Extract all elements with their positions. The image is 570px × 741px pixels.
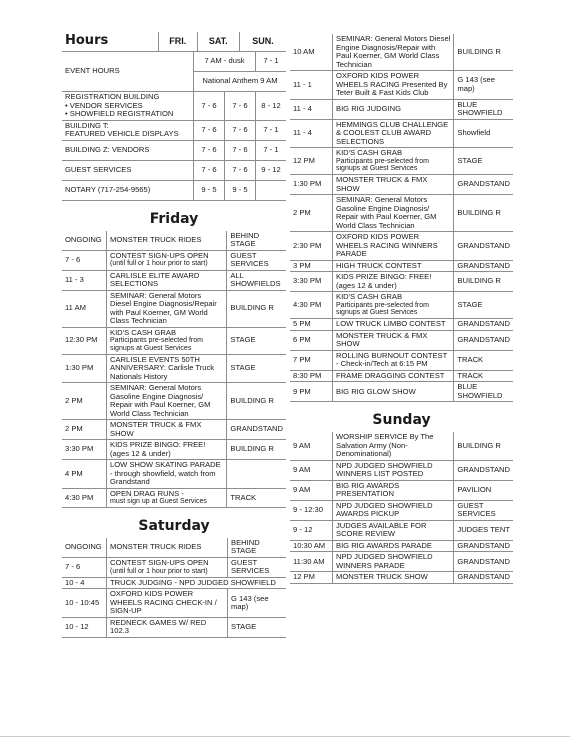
event-location: GRANDSTAND <box>454 260 513 272</box>
event-location: G 143 (see map) <box>454 71 513 100</box>
schedule-row <box>62 557 286 577</box>
event-name <box>107 231 227 251</box>
event-name <box>333 370 454 382</box>
event-title: OXFORD KIDS POWER WHEELS RACING Presented By Teter Built & Fast Kids Club <box>336 71 448 97</box>
event-location: PAVILION <box>454 480 513 500</box>
event-name <box>107 383 227 420</box>
schedule-row <box>62 383 286 420</box>
event-time: 11 AM <box>62 290 107 327</box>
hours-label-text: BUILDING Z: VENDORS <box>65 144 150 154</box>
event-name <box>333 382 454 402</box>
event-location: TRACK <box>227 488 286 507</box>
event-time: 7 PM <box>290 350 333 370</box>
schedule-row <box>290 540 513 552</box>
event-time: 6 PM <box>290 330 333 350</box>
schedule-row <box>62 440 286 460</box>
schedule-row <box>62 589 286 618</box>
schedule-row <box>290 292 513 319</box>
schedule-row <box>290 520 513 540</box>
event-title: MONSTER TRUCK & FMX SHOW <box>110 420 202 438</box>
schedule-row <box>290 382 513 402</box>
event-time: 11:30 AM <box>290 552 333 572</box>
hours-cell: 7 - 6 <box>194 140 225 160</box>
event-location: BUILDING R <box>227 440 286 460</box>
saturday-table <box>62 538 286 638</box>
day-fri: FRI. <box>158 32 197 52</box>
hours-cell: 7 - 6 <box>225 140 256 160</box>
hours-label-text: BUILDING T: <box>65 120 109 130</box>
hours-label-subline: • SHOWFIELD REGISTRATION <box>65 109 174 118</box>
event-location: GRANDSTAND <box>454 175 513 195</box>
day-sun: SUN. <box>239 32 286 52</box>
schedule-row <box>290 148 513 175</box>
event-time: 9 - 12:30 <box>290 500 333 520</box>
schedule-row <box>290 195 513 232</box>
schedule-row <box>290 500 513 520</box>
event-time: ONGOING <box>62 538 107 558</box>
event-time: 4 PM <box>62 460 107 489</box>
schedule-row <box>62 327 286 354</box>
national-anthem: National Anthem 9 AM <box>202 76 278 86</box>
event-name <box>333 480 454 500</box>
event-title: MONSTER TRUCK & FMX SHOW <box>336 175 428 193</box>
schedule-row <box>290 432 513 460</box>
hours-cell <box>256 180 287 200</box>
schedule-row <box>62 420 286 440</box>
event-location: BEHIND STAGE <box>228 538 287 558</box>
event-time: 4:30 PM <box>62 488 107 507</box>
hours-label <box>62 180 194 200</box>
hours-title: Hours <box>62 32 158 52</box>
event-title: NPD JUDGED SHOWFIELD WINNERS LIST POSTED <box>336 460 433 479</box>
event-location: TRACK <box>454 350 513 370</box>
event-title: BIG RIG AWARDS PARADE <box>336 540 432 550</box>
event-name <box>107 589 228 618</box>
hours-label <box>62 120 194 140</box>
event-time: 12:30 PM <box>62 327 107 354</box>
event-time: 12 PM <box>290 572 333 584</box>
event-title: HIGH TRUCK CONTEST <box>336 260 422 270</box>
event-time: 7 - 6 <box>62 557 107 577</box>
hours-cell: 7 - 6 <box>194 120 225 140</box>
schedule-row <box>290 119 513 148</box>
hours-cell: 8 - 12 <box>256 92 287 121</box>
event-title: KID'S CASH GRAB <box>336 292 403 302</box>
schedule-row <box>290 552 513 572</box>
saturday-title: Saturday <box>138 517 210 534</box>
hours-cell: 7 AM - dusk <box>194 52 256 72</box>
event-title: KIDS PRIZE BINGO: FREE! (ages 12 & under) <box>336 272 432 290</box>
event-time: 3 PM <box>290 260 333 272</box>
event-name <box>333 319 454 331</box>
event-title: SEMINAR: General Motors Diesel Engine Diagnosis/Repair with Paul Koerner, GM World Class Technician <box>110 290 217 325</box>
event-title: BIG RIG GLOW SHOW <box>336 386 416 396</box>
event-location: GRANDSTAND <box>227 420 286 440</box>
event-location: Showfield <box>454 119 513 148</box>
event-subtitle: Participants pre-selected from signups at Guest Services <box>110 337 203 352</box>
event-time: 2 PM <box>62 383 107 420</box>
event-time: 5 PM <box>290 319 333 331</box>
event-time: 11 - 1 <box>290 71 333 100</box>
hours-row <box>62 92 286 121</box>
event-time: 10 - 10:45 <box>62 589 107 618</box>
event-time: 2 PM <box>62 420 107 440</box>
event-title: CONTEST SIGN-UPS OPEN <box>110 250 209 260</box>
event-location: BLUE SHOWFIELD <box>454 382 513 402</box>
hours-row <box>62 140 286 160</box>
event-location: GRANDSTAND <box>454 540 513 552</box>
schedule-row <box>62 538 286 558</box>
event-location: STAGE <box>454 148 513 175</box>
event-title: ROLLING BURNOUT CONTEST - Check-in/Tech at 6:15 PM <box>336 350 448 369</box>
event-name <box>107 270 227 290</box>
hours-label-text: NOTARY (717-254-9565) <box>65 184 151 194</box>
hours-label <box>62 160 194 180</box>
event-name <box>333 500 454 520</box>
event-name <box>333 460 454 480</box>
event-time: 1:30 PM <box>290 175 333 195</box>
event-title: BIG RIG AWARDS PRESENTATION <box>336 480 400 499</box>
hours-cell: 7 - 6 <box>194 160 225 180</box>
schedule-row <box>290 175 513 195</box>
event-location: BLUE SHOWFIELD <box>454 99 513 119</box>
event-title: KIDS PRIZE BINGO: FREE! (ages 12 & under) <box>110 440 206 458</box>
schedule-row <box>290 232 513 261</box>
event-name <box>107 538 228 558</box>
event-name <box>333 350 454 370</box>
event-name <box>333 175 454 195</box>
event-location: STAGE <box>228 617 287 637</box>
schedule-row <box>62 231 286 251</box>
schedule-row <box>62 270 286 290</box>
event-name <box>107 354 227 383</box>
event-name <box>333 99 454 119</box>
hours-row <box>62 52 286 92</box>
event-name <box>333 292 454 319</box>
event-location: GRANDSTAND <box>454 460 513 480</box>
event-time: 10 - 4 <box>62 577 107 589</box>
schedule-row <box>290 370 513 382</box>
event-name <box>333 572 454 584</box>
event-time: 9 AM <box>290 480 333 500</box>
hours-cell: 9 - 12 <box>256 160 287 180</box>
schedule-row <box>290 330 513 350</box>
event-location: BUILDING R <box>454 432 513 460</box>
event-name <box>107 327 227 354</box>
event-name <box>107 440 227 460</box>
hours-label-subline: • VENDOR SERVICES <box>65 100 143 110</box>
event-location: GRANDSTAND <box>454 319 513 331</box>
hours-table <box>62 32 286 52</box>
hours-cell: 9 - 5 <box>194 180 225 200</box>
schedule-row <box>290 480 513 500</box>
event-subtitle: (until full or 1 hour prior to start) <box>110 260 208 268</box>
schedule-row <box>62 460 286 489</box>
event-location: JUDGES TENT <box>454 520 513 540</box>
event-title: BIG RIG JUDGING <box>336 103 401 113</box>
event-name <box>333 432 454 460</box>
event-title: OPEN DRAG RUNS - <box>110 488 184 498</box>
day-sat: SAT. <box>197 32 239 52</box>
hours-cell: 7 - 6 <box>194 92 225 121</box>
event-time: 9 - 12 <box>290 520 333 540</box>
schedule-row <box>290 272 513 292</box>
event-title: SEMINAR: General Motors Diesel Engine Diagnosis/Repair with Paul Koerner, GM World Class Technician <box>336 34 451 69</box>
hours-label-text: EVENT HOURS <box>65 66 120 76</box>
schedule-row <box>62 290 286 327</box>
event-name <box>333 119 454 148</box>
event-title: WORSHIP SERVICE By The Salvation Army (Non-Denominational) <box>336 432 434 459</box>
event-name <box>107 557 228 577</box>
event-location: GRANDSTAND <box>454 232 513 261</box>
hours-row <box>62 180 286 200</box>
event-time: 10 AM <box>290 34 333 71</box>
event-subtitle: must sign up at Guest Services <box>110 498 207 506</box>
event-title: OXFORD KIDS POWER WHEELS RACING CHECK-IN / SIGN-UP <box>110 589 217 616</box>
event-location: BUILDING R <box>454 34 513 71</box>
sunday-title: Sunday <box>372 412 431 429</box>
hours-event-cells <box>194 52 287 92</box>
event-time: 12 PM <box>290 148 333 175</box>
event-name <box>333 330 454 350</box>
schedule-row <box>62 488 286 507</box>
friday-title: Friday <box>149 210 199 227</box>
event-location: GRANDSTAND <box>454 572 513 584</box>
schedule-row <box>290 34 513 71</box>
event-name <box>333 520 454 540</box>
event-title: SEMINAR: General Motors Gasoline Engine Diagnosis/ Repair with Paul Koerner, GM World Class Technician <box>336 195 437 230</box>
event-title: NPD JUDGED SHOWFIELD AWARDS PICKUP <box>336 500 433 519</box>
event-location: GUEST SERVICES <box>227 250 286 270</box>
hours-cell: 9 - 5 <box>225 180 256 200</box>
event-location: STAGE <box>227 327 286 354</box>
schedule-row <box>290 99 513 119</box>
event-title: CARLISLE ELITE AWARD SELECTIONS <box>110 270 200 288</box>
event-title: REDNECK GAMES W/ RED 102.3 <box>110 617 207 636</box>
event-location: BUILDING R <box>454 272 513 292</box>
event-location: GUEST SERVICES <box>454 500 513 520</box>
schedule-row <box>62 617 286 637</box>
hours-label <box>62 52 194 92</box>
saturday-continued-table <box>290 34 513 402</box>
event-location: BUILDING R <box>227 383 286 420</box>
event-location: TRACK <box>454 370 513 382</box>
schedule-row <box>290 350 513 370</box>
event-title: NPD JUDGED SHOWFIELD WINNERS PARADE <box>336 552 433 570</box>
event-time: 2:30 PM <box>290 232 333 261</box>
event-title: CONTEST SIGN-UPS OPEN <box>110 558 209 568</box>
hours-cell: 7 - 1 <box>256 52 287 72</box>
event-time: 4:30 PM <box>290 292 333 319</box>
event-location: GRANDSTAND <box>454 330 513 350</box>
event-name <box>333 148 454 175</box>
event-time: 11 - 3 <box>62 270 107 290</box>
event-location: BUILDING R <box>454 195 513 232</box>
event-name <box>333 34 454 71</box>
event-location: STAGE <box>454 292 513 319</box>
event-time: 8:30 PM <box>290 370 333 382</box>
event-name <box>107 460 227 489</box>
event-time: 11 - 4 <box>290 119 333 148</box>
hours-cell: 7 - 6 <box>225 92 256 121</box>
event-time: 3:30 PM <box>290 272 333 292</box>
event-title: CARLISLE EVENTS 50TH ANNIVERSARY: Carlisle Truck Nationals History <box>110 354 215 381</box>
event-name <box>107 420 227 440</box>
hours-label <box>62 92 194 121</box>
event-time: 3:30 PM <box>62 440 107 460</box>
event-title: TRUCK JUDGING - NPD JUDGED SHOWFIELD <box>110 577 276 587</box>
event-location: GRANDSTAND <box>454 552 513 572</box>
event-name <box>333 260 454 272</box>
event-title: OXFORD KIDS POWER WHEELS RACING WINNERS PARADE <box>336 232 438 259</box>
schedule-row <box>290 319 513 331</box>
event-name <box>107 250 227 270</box>
event-name <box>107 577 287 589</box>
page-bottom-rule <box>0 736 570 737</box>
event-location <box>227 460 286 489</box>
hours-label <box>62 140 194 160</box>
event-time: 10:30 AM <box>290 540 333 552</box>
event-location: BEHIND STAGE <box>227 231 286 251</box>
event-title: JUDGES AVAILABLE FOR SCORE REVIEW <box>336 520 427 539</box>
hours-cell: 7 - 6 <box>225 120 256 140</box>
event-name <box>333 272 454 292</box>
friday-table <box>62 231 286 508</box>
event-title: SEMINAR: General Motors Gasoline Engine Diagnosis/ Repair with Paul Koerner, GM World Class Technician <box>110 383 211 418</box>
event-title: LOW TRUCK LIMBO CONTEST <box>336 319 446 329</box>
event-time: 7 - 6 <box>62 250 107 270</box>
event-location: G 143 (see map) <box>228 589 287 618</box>
event-title: MONSTER TRUCK RIDES <box>110 234 202 244</box>
schedule-row <box>290 260 513 272</box>
event-name <box>333 71 454 100</box>
schedule-row <box>290 460 513 480</box>
event-subtitle: Participants pre-selected from signups at Guest Services <box>336 157 429 173</box>
event-name <box>107 488 227 507</box>
event-name <box>107 290 227 327</box>
hours-row <box>62 160 286 180</box>
event-location: BUILDING R <box>227 290 286 327</box>
event-time: 1:30 PM <box>62 354 107 383</box>
event-title: LOW SHOW SKATING PARADE - through showfield, watch from Grandstand <box>110 460 221 487</box>
event-time: ONGOING <box>62 231 107 251</box>
event-name <box>333 552 454 572</box>
event-title: HEMMINGS CLUB CHALLENGE & COOLEST CLUB AWARD SELECTIONS <box>336 119 449 146</box>
schedule-row <box>290 572 513 584</box>
right-column <box>290 34 513 584</box>
event-name <box>333 195 454 232</box>
event-time: 10 - 12 <box>62 617 107 637</box>
hours-cell: 7 - 1 <box>256 140 287 160</box>
hours-label-subline: FEATURED VEHICLE DISPLAYS <box>65 129 179 138</box>
event-title: MONSTER TRUCK RIDES <box>110 542 202 552</box>
schedule-row <box>62 577 286 589</box>
event-title: MONSTER TRUCK SHOW <box>336 572 428 582</box>
event-time: 2 PM <box>290 195 333 232</box>
event-name <box>333 232 454 261</box>
event-subtitle: Participants pre-selected from signups at Guest Services <box>336 301 429 317</box>
event-title: KID'S CASH GRAB <box>110 327 177 337</box>
event-time: 9 AM <box>290 432 333 460</box>
event-subtitle: (until full or 1 hour prior to start) <box>110 567 208 575</box>
hours-cell: 7 - 6 <box>225 160 256 180</box>
event-title: KID'S CASH GRAB <box>336 148 403 157</box>
schedule-row <box>62 250 286 270</box>
hours-rows <box>62 52 286 201</box>
hours-label-text: REGISTRATION BUILDING <box>65 92 160 101</box>
hours-header-row <box>62 32 286 52</box>
event-title: FRAME DRAGGING CONTEST <box>336 370 445 380</box>
event-location: GUEST SERVICES <box>228 557 287 577</box>
event-time: 9 PM <box>290 382 333 402</box>
event-location: STAGE <box>227 354 286 383</box>
event-location: ALL SHOWFIELDS <box>227 270 286 290</box>
hours-row <box>62 120 286 140</box>
schedule-row <box>290 71 513 100</box>
event-name <box>333 540 454 552</box>
schedule-row <box>62 354 286 383</box>
hours-cell: 7 - 1 <box>256 120 287 140</box>
left-column <box>62 32 286 638</box>
event-name <box>107 617 228 637</box>
event-title: MONSTER TRUCK & FMX SHOW <box>336 330 428 349</box>
event-time: 9 AM <box>290 460 333 480</box>
sunday-table <box>290 432 513 584</box>
hours-label-text: GUEST SERVICES <box>65 164 132 174</box>
event-time: 11 - 4 <box>290 99 333 119</box>
hours-body <box>62 32 286 52</box>
